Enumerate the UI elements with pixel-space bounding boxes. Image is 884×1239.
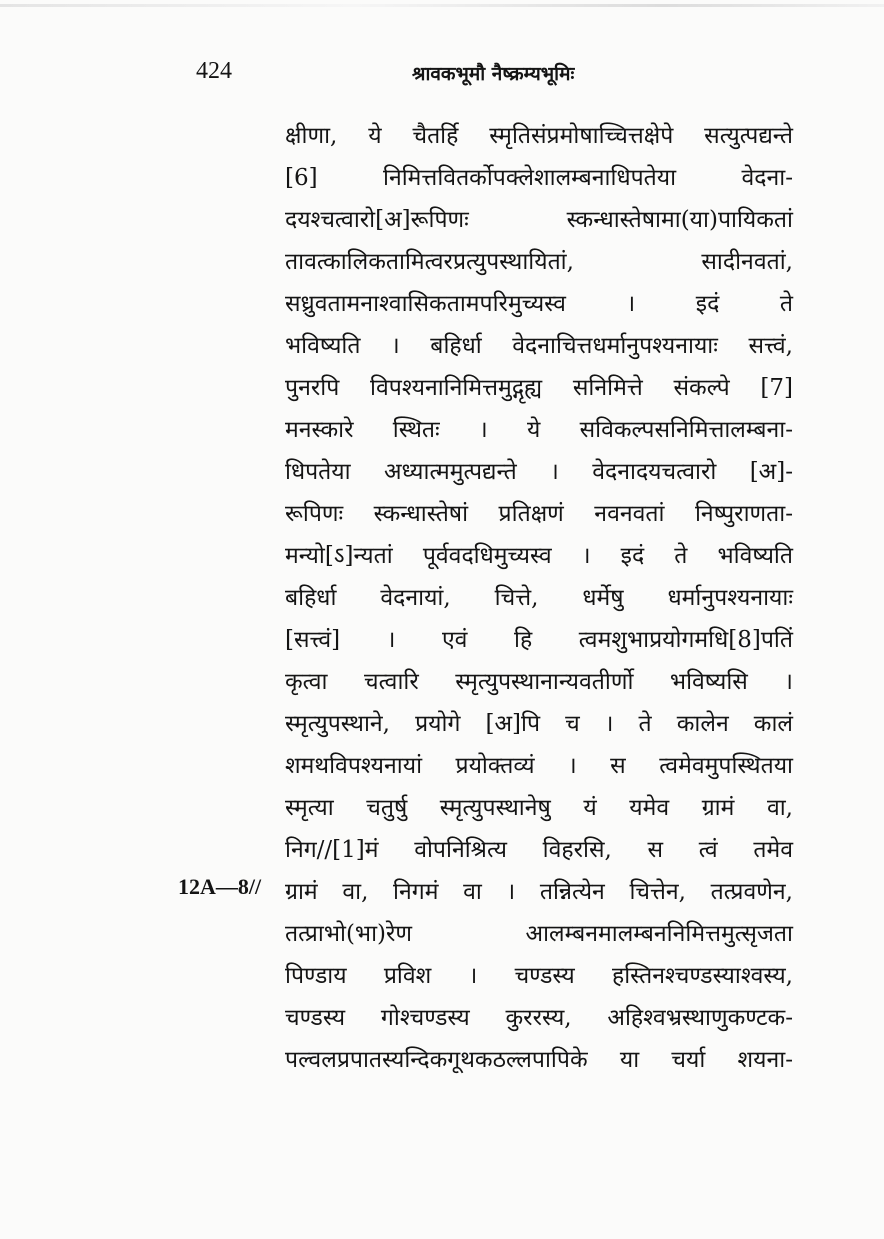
text-line: क्षीणा, ये चैतर्हि स्मृतिसंप्रमोषाच्चित्तक्षेपे सत्युत्पद्यन्ते (285, 123, 793, 149)
text-line: स्मृत्युपस्थाने, प्रयोगे [अ]पि च । ते कालेन कालं (285, 711, 793, 737)
running-head: श्रावकभूमौ नैष्क्रम्यभूमिः (412, 63, 575, 85)
text-line: तावत्कालिकतामित्वरप्रत्युपस्थायितां, सादीनवतां, (285, 249, 793, 275)
text-line: रूपिणः स्कन्धास्तेषां प्रतिक्षणं नवनवतां निष्पुराणता- (285, 501, 793, 527)
text-line: मनस्कारे स्थितः । ये सविकल्पसनिमित्तालम्बना- (285, 417, 793, 443)
text-line: पिण्डाय प्रविश । चण्डस्य हस्तिनश्चण्डस्याश्वस्य, (285, 963, 793, 989)
text-line: तत्प्राभो(भा)रेण आलम्बनमालम्बननिमित्तमुत्सृजता (285, 921, 793, 947)
text-line: कृत्वा चत्वारि स्मृत्युपस्थानान्यवतीर्णो भविष्यसि । (285, 669, 793, 695)
text-line: स्मृत्या चतुर्षु स्मृत्युपस्थानेषु यं यमेव ग्रामं वा, (285, 795, 793, 821)
text-line: दयश्चत्वारो[अ]रूपिणः स्कन्धास्तेषामा(या)पायिकतां (285, 207, 793, 233)
text-line: [सत्त्वं] । एवं हि त्वमशुभाप्रयोगमधि[8]पतिं (285, 627, 793, 653)
text-line: निग//[1]मं वोपनिश्रित्य विहरसि, स त्वं तमेव (285, 837, 793, 863)
text-line: [6] निमित्तवितर्कोपक्लेशालम्बनाधिपतेया वेदना- (285, 165, 793, 191)
page-number: 424 (196, 58, 232, 84)
text-line: सध्रुवतामनाश्वासिकतामपरिमुच्यस्व । इदं ते (285, 291, 793, 317)
text-line: शमथविपश्यनायां प्रयोक्तव्यं । स त्वमेवमुपस्थितया (285, 753, 793, 779)
text-line: ग्रामं वा, निगमं वा । तन्नित्येन चित्तेन, तत्प्रवणेन, (285, 879, 793, 905)
scan-edge (0, 4, 884, 7)
text-line: भविष्यति । बहिर्धा वेदनाचित्तधर्मानुपश्यनायाः सत्त्वं, (285, 333, 793, 359)
text-line: चण्डस्य गोश्चण्डस्य कुररस्य, अहिश्वभ्रस्थाणुकण्टक- (285, 1005, 793, 1031)
text-line: पल्वलप्रपातस्यन्दिकगूथकठल्लपापिके या चर्या शयना- (285, 1047, 793, 1073)
margin-folio-reference: 12A—8// (178, 874, 262, 899)
text-line: पुनरपि विपश्यनानिमित्तमुद्गृह्य सनिमित्ते संकल्पे [7] (285, 375, 793, 401)
text-line: मन्यो[ऽ]न्यतां पूर्ववदधिमुच्यस्व । इदं ते भविष्यति (285, 543, 793, 569)
text-line: धिपतेया अध्यात्ममुत्पद्यन्ते । वेदनादयचत्वारो [अ]- (285, 459, 793, 485)
text-line: बहिर्धा वेदनायां, चित्ते, धर्मेषु धर्मानुपश्यनायाः (285, 585, 793, 611)
